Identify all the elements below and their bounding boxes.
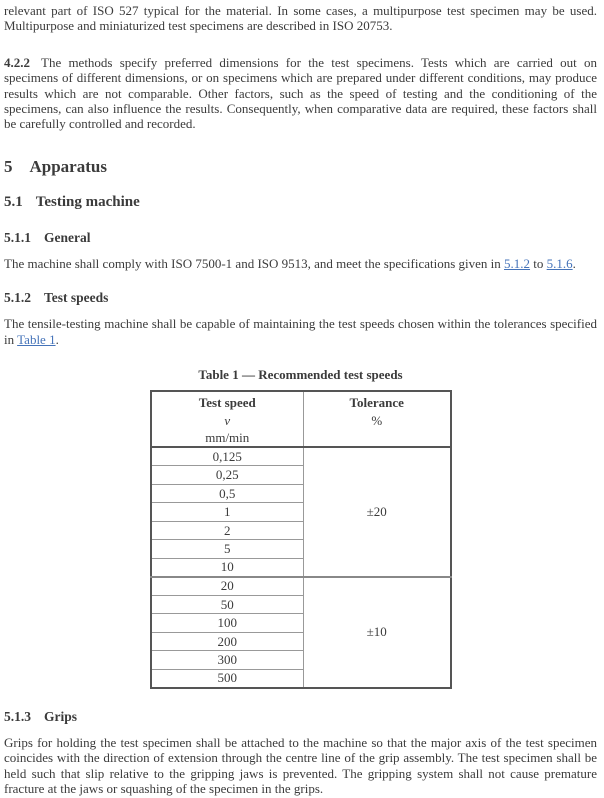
- tolerance-header-label: Tolerance: [349, 395, 404, 411]
- heading-5-1-testing-machine: [4, 193, 597, 211]
- link-table-1[interactable]: Table 1: [17, 331, 56, 347]
- speed-cell: 50: [151, 595, 304, 614]
- clause-text: The methods specify preferred dimensions for the test specimens. Tests which are carried out on specimens of different dimensions, or on specimens which are prepared under different conditions, may produce results which are not comparable. Other factors, such as the speed of testing and the conditioning of the specimens, can also influence the results. Consequently, when comparative data are required, these factors shall be carefully controlled and recorded.: [4, 54, 597, 132]
- clause-text: .: [55, 331, 59, 347]
- speed-cell: 10: [151, 558, 304, 577]
- link-5-1-2[interactable]: 5.1.2: [504, 255, 531, 271]
- paragraph-clause-5-1-3: Grips for holding the test specimen shall be attached to the machine so that the major axis of the test specimen coincides with the direction of extension through the centre line of the grip assembly. The test specimen shall be held such that slip relative to the gripping jaws is prevented. The gripping system shall not cause premature fracture at the jaws or squashing of the specimen in the grips.: [4, 734, 597, 797]
- heading-number: 5: [4, 156, 13, 176]
- paragraph-clause-4-2-2: [4, 55, 597, 132]
- heading-number: 5.1.3: [4, 708, 31, 724]
- heading-label: General: [44, 229, 91, 245]
- table-1-title: Table 1 — Recommended test speeds: [198, 367, 403, 383]
- heading-label: Test speeds: [44, 290, 109, 306]
- tolerance-unit: %: [371, 413, 383, 429]
- table-1-recommended-test-speeds: [150, 390, 452, 689]
- speed-cell: 300: [151, 651, 304, 670]
- heading-5-1-3-grips: [4, 709, 597, 725]
- clause-text: The tensile-testing machine shall be capable of maintaining the test speeds chosen within the tolerances specified in: [4, 316, 597, 347]
- heading-number: 5.1.1: [4, 229, 31, 245]
- paragraph-clause-5-1-1: [4, 256, 597, 271]
- heading-number: 5.1.2: [4, 290, 31, 306]
- speed-cell: 5: [151, 540, 304, 559]
- clause-number: 4.2.2: [4, 54, 30, 70]
- heading-5-apparatus: [4, 157, 597, 177]
- heading-5-1-2-test-speeds: [4, 290, 597, 306]
- speed-cell: 0,5: [151, 484, 304, 503]
- link-5-1-6[interactable]: 5.1.6: [546, 255, 573, 271]
- test-speed-unit: mm/min: [205, 430, 250, 446]
- column-header-tolerance: [304, 391, 451, 447]
- heading-5-1-1-general: [4, 230, 597, 246]
- heading-label: Testing machine: [35, 193, 140, 210]
- clause-text: to: [530, 255, 547, 271]
- paragraph-clause-5-1-2: [4, 316, 597, 347]
- table-row: [151, 447, 451, 466]
- column-header-test-speed: [151, 391, 304, 447]
- tolerance-cell-group-1: ±20: [304, 447, 451, 577]
- speed-cell: 2: [151, 521, 304, 540]
- speed-cell: 0,25: [151, 466, 304, 485]
- speed-cell: 100: [151, 614, 304, 633]
- test-speed-header-label: Test speed: [198, 395, 256, 411]
- speed-cell: 200: [151, 632, 304, 651]
- table-header-row: [151, 391, 451, 447]
- tolerance-cell-group-2: ±10: [304, 577, 451, 688]
- speed-cell: 0,125: [212, 448, 242, 464]
- clause-text: The machine shall comply with ISO 7500-1 and ISO 9513, and meet the specifications given in: [4, 255, 505, 271]
- test-speed-symbol: v: [224, 413, 231, 429]
- speed-cell: 1: [151, 503, 304, 522]
- heading-number: 5.1: [4, 193, 23, 210]
- heading-label: Apparatus: [29, 156, 107, 176]
- speed-cell: 500: [151, 669, 304, 688]
- speed-cell: 20: [151, 577, 304, 596]
- heading-label: Grips: [44, 708, 78, 724]
- paragraph-intro: relevant part of ISO 527 typical for the material. In some cases, a multipurpose test specimen may be used. Multipurpose and miniaturized test specimens are described in ISO 20753.: [4, 3, 597, 34]
- table-row: [151, 577, 451, 596]
- clause-text: .: [572, 255, 576, 271]
